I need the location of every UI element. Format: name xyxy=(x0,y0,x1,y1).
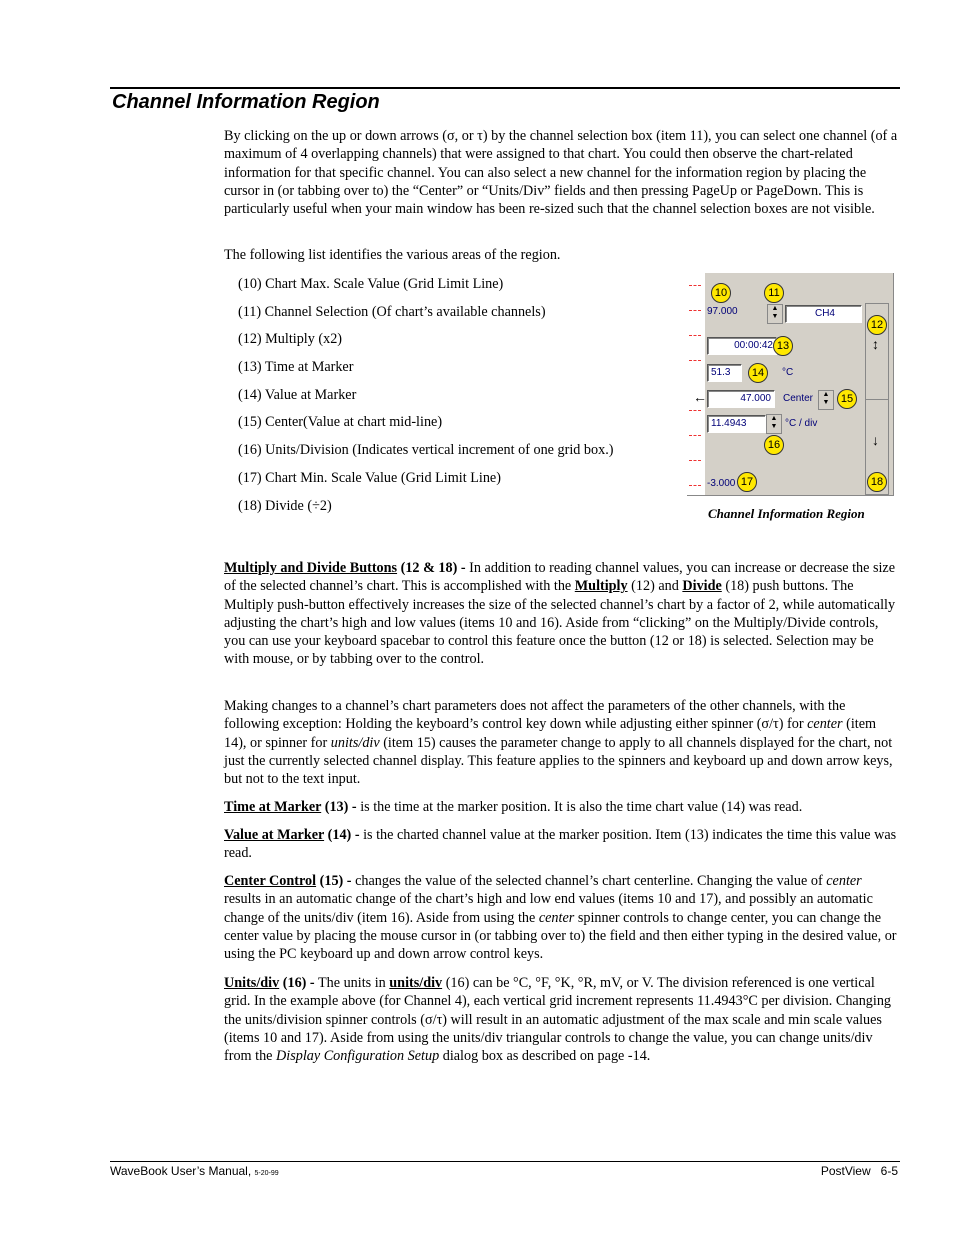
max-value: 97.000 xyxy=(707,306,738,317)
intro-text: By clicking on the up or down arrows (σ, or τ) by the channel selection box (item 11), you can select one channel (of a maximum of 4 overlapping channels) that were assigned to that chart. You could then observe the chart-related information for that specific channel. You can also select a new channel for the information region by placing the cursor in (or tabbing over to) the “Center” or “Units/Div” fields and then pressing PageUp or PageDown. This is particularly useful when your main window has been re-sized such that the channel selection boxes are not visible. xyxy=(224,128,898,218)
term: units/div xyxy=(389,975,443,991)
callout-17: 17 xyxy=(737,472,757,492)
item-ref: (13) - xyxy=(321,799,357,815)
callout-13: 13 xyxy=(773,336,793,356)
body-text: (16) can be °C, °F, °K, °R, mV, or V. The division referenced is one vertical grid. In the example above (for Channel 4), each vertical grid increment represents 11.4943°C per division. Changing the units/division spinner controls (σ/τ) will result in an automatic adjustment of the max scale and min scale values (items 10 and 17). Aside from using the units/div triangular controls to change the value, you can change units/div from the xyxy=(224,975,892,1065)
multiply-arrow-icon: ↕ xyxy=(872,336,879,352)
list-item: (16) Units/Division (Indicates vertical increment of one grid box.) xyxy=(238,442,614,459)
body-text: (item 14), or spinner for xyxy=(224,716,877,751)
item-ref: (12 & 18) - xyxy=(397,560,466,576)
channel-field[interactable]: CH4 xyxy=(785,305,862,323)
body-text: changes the value of the selected channel’s chart centerline. Changing the value of xyxy=(351,873,827,889)
body-text: is the time at the marker position. It is also the time chart value (14) was read. xyxy=(356,799,803,815)
item-ref: (15) - xyxy=(316,873,352,889)
list-item: (11) Channel Selection (Of chart’s available channels) xyxy=(238,303,546,320)
footer-right xyxy=(821,1164,898,1178)
section-title: Time at Marker xyxy=(224,799,322,815)
units-div-section xyxy=(224,974,900,1065)
time-marker-section xyxy=(224,798,900,816)
manual-title: WaveBook User’s Manual, xyxy=(110,1164,252,1178)
body-text: (12) and xyxy=(627,578,683,595)
list-item: (15) Center(Value at chart mid-line) xyxy=(238,414,443,431)
manual-date: 5-20-99 xyxy=(254,1170,279,1177)
term: center xyxy=(826,873,862,889)
body-text: is the charted channel value at the marker position. Item (13) indicates the time this value was read. xyxy=(224,827,897,862)
channel-spinner[interactable]: ▲ ▼ xyxy=(767,304,783,324)
section-title: Multiply and Divide Buttons xyxy=(224,560,398,576)
term: Multiply xyxy=(574,578,628,595)
time-field[interactable]: 00:00:42 xyxy=(707,337,777,355)
units-div-field[interactable]: 11.4943 xyxy=(707,415,766,433)
center-spinner[interactable]: ▲ ▼ xyxy=(818,390,834,410)
units-div-spinner[interactable]: ▲ ▼ xyxy=(766,414,782,434)
footer-left xyxy=(110,1164,279,1178)
arrow-left-icon: ← xyxy=(693,389,707,405)
body-text: results in an automatic change of the chart’s high and low end values (items 10 and 17), and possibly an automatic change of the units/div (item 16). Aside from using the xyxy=(224,891,873,926)
center-label: Center xyxy=(783,393,814,404)
body-text: dialog box as described on page -14. xyxy=(439,1048,651,1065)
section-heading: Channel Information Region xyxy=(112,91,380,113)
body-text: The units in xyxy=(314,975,390,991)
callout-10: 10 xyxy=(711,283,731,303)
callout-16: 16 xyxy=(764,435,784,455)
list-item: (10) Chart Max. Scale Value (Grid Limit Line) xyxy=(238,276,504,292)
multiply-divide-section xyxy=(224,559,900,669)
value-unit: °C xyxy=(782,367,794,378)
list-intro: The following list identifies the various areas of the region. xyxy=(224,247,561,263)
top-rule xyxy=(110,87,900,89)
term: center xyxy=(807,716,843,733)
page-number: 6-5 xyxy=(880,1164,898,1178)
divide-arrow-icon: ↓ xyxy=(872,432,879,448)
list-item: (18) Divide (÷2) xyxy=(238,497,332,514)
min-value: -3.000 xyxy=(707,478,736,489)
body-text: spinner controls to change center, you can change the center value by placing the mouse cursor in (or tabbing over to) the field and then either typing in the desired value, or using the PC keyboard up and down arrow control keys. xyxy=(224,909,897,963)
list-item: (14) Value at Marker xyxy=(238,386,357,403)
body-text: (item 15) causes the parameter change to apply to all channels displayed for the chart, not just the currently selected channel display. This feature applies to the spinners and keyboard up and down arrow keys, but not to the text input. xyxy=(224,734,893,788)
term: units/div xyxy=(330,734,380,751)
list-item: (13) Time at Marker xyxy=(238,359,354,376)
list-item: (12) Multiply (x2) xyxy=(238,331,343,348)
term: center xyxy=(538,909,575,926)
section-title: Value at Marker xyxy=(224,827,325,843)
item-ref: (14) - xyxy=(324,827,360,843)
center-field[interactable]: 47.000 xyxy=(707,390,775,408)
item-list xyxy=(238,275,613,524)
callout-11: 11 xyxy=(764,283,784,303)
grid-strip xyxy=(687,273,705,495)
callout-15: 15 xyxy=(837,389,857,409)
item-ref: (16) - xyxy=(279,975,315,991)
callout-12: 12 xyxy=(867,315,887,335)
body-text: In addition to reading channel values, you can increase or decrease the size of the selected channel’s chart. This is accomplished with the xyxy=(224,560,896,595)
term: Display Configuration Setup xyxy=(276,1048,440,1065)
intro-paragraph xyxy=(224,127,900,218)
footer-rule xyxy=(110,1161,900,1162)
body-text: (18) push buttons. The Multiply push-button effectively increases the size of the selected channel’s chart by a factor of 2, while automatically adjusting the chart’s high and low values (items 10 and 16). Aside from “clicking” on the Multiply/Divide controls, you can use your keyboard spacebar to control this feature once the button (12 or 18) is selected. Selection may be with mouse, or by tabbing over to the control. xyxy=(224,578,896,668)
changes-section xyxy=(224,697,900,788)
callout-18: 18 xyxy=(867,472,887,492)
value-marker-section xyxy=(224,826,900,863)
section-title: Center Control xyxy=(224,873,317,889)
term: Divide xyxy=(682,578,722,595)
figure-caption: Channel Information Region xyxy=(708,506,865,521)
value-field[interactable]: 51.3 xyxy=(707,364,742,382)
list-item: (17) Chart Min. Scale Value (Grid Limit Line) xyxy=(238,469,501,486)
channel-info-figure xyxy=(687,273,894,496)
section-title: Units/div xyxy=(224,975,280,991)
center-control-section xyxy=(224,872,900,963)
body-text: Making changes to a channel’s chart parameters does not affect the parameters of the other channels, with the following exception: Holding the keyboard’s control key down while adjusting either spinner (σ/τ) for xyxy=(224,698,846,733)
units-div-label: °C / div xyxy=(785,418,818,429)
callout-14: 14 xyxy=(748,363,768,383)
section-name: PostView xyxy=(820,1164,871,1178)
